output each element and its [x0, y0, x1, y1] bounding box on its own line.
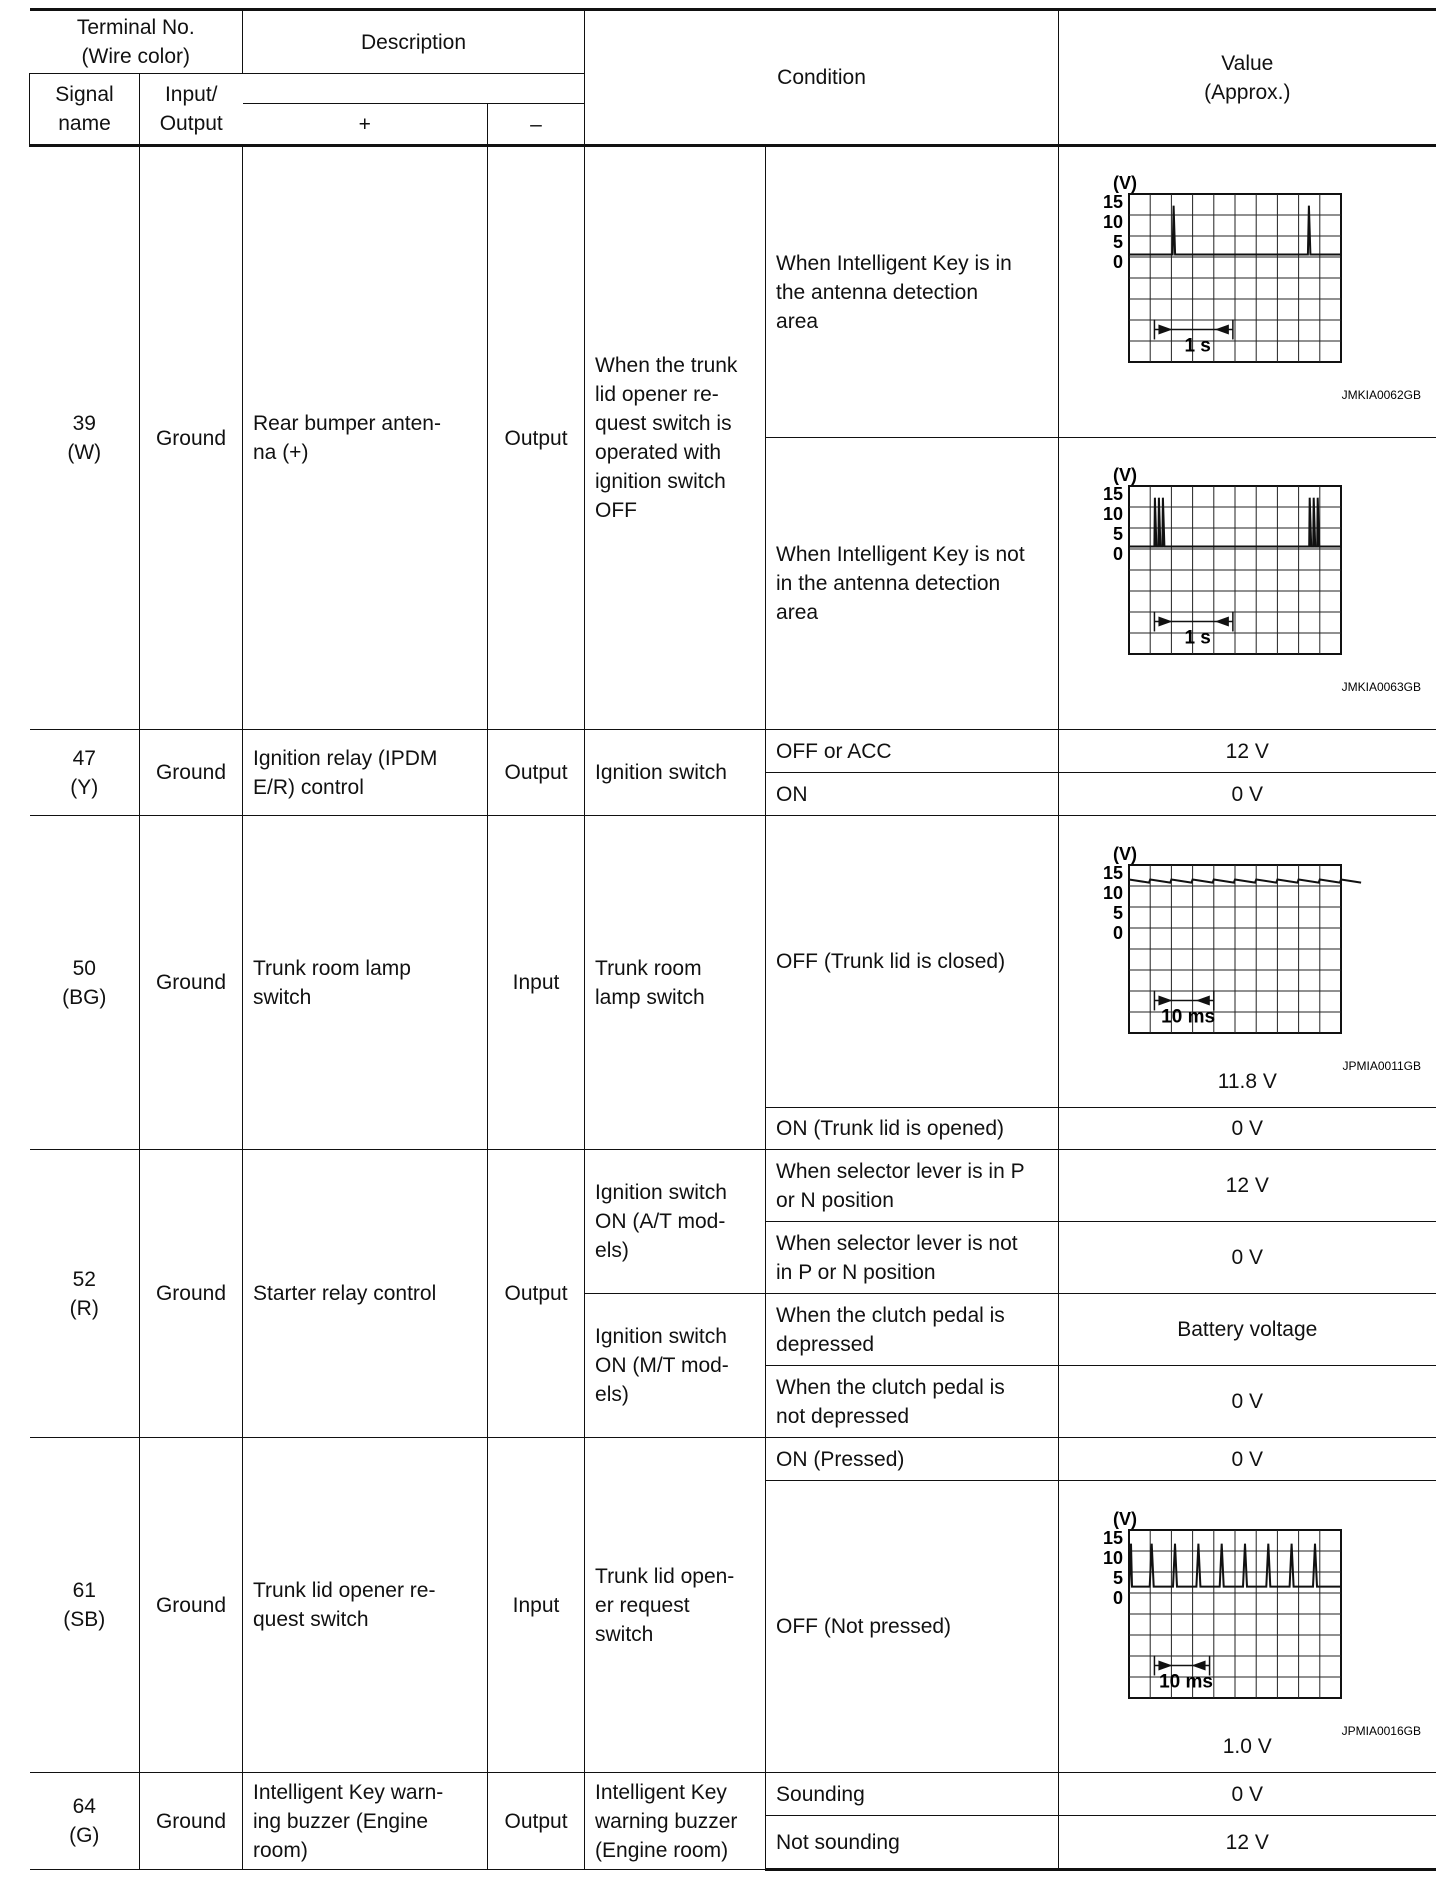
- signal-trunk-lid-opener-request: Trunk lid opener re- quest switch: [243, 1438, 488, 1773]
- terminal-39: 39 (W): [30, 146, 140, 730]
- scope-figure-code: JMKIA0063GB: [1341, 679, 1422, 694]
- scope-tick-10: 10: [1103, 883, 1124, 903]
- condition-52-lever-p-n: When selector lever is in P or N position: [766, 1150, 1059, 1222]
- io-39: Output: [488, 146, 585, 730]
- value-52-lever-p-n: 12 V: [1059, 1150, 1436, 1222]
- scope-unit: (V): [1113, 173, 1138, 193]
- condition-47: Ignition switch: [585, 730, 766, 816]
- condition-61-not-pressed: OFF (Not pressed): [766, 1481, 1059, 1773]
- scope-tick-15: 15: [1103, 483, 1124, 504]
- scope-tick-0: 0: [1113, 543, 1124, 564]
- signal-rear-bumper-antenna: Rear bumper anten- na (+): [243, 146, 488, 730]
- header-signal-name: Signal name: [30, 74, 140, 146]
- signal-starter-relay-control: Starter relay control: [243, 1150, 488, 1438]
- io-50: Input: [488, 816, 585, 1150]
- scope-tick-5: 5: [1113, 232, 1124, 252]
- value-47-on: 0 V: [1059, 773, 1436, 816]
- terminal-spec-document: [29, 8, 1436, 1871]
- header-plus: +: [243, 104, 488, 146]
- scope-time-label: 10 ms: [1161, 1006, 1216, 1028]
- value-47-off-acc: 12 V: [1059, 730, 1436, 773]
- scope-39-key-not-in-area: [1059, 438, 1436, 730]
- terminal-50-ground: Ground: [140, 816, 243, 1150]
- io-64: Output: [488, 1773, 585, 1870]
- scope-figure-code: JPMIA0011GB: [1342, 1059, 1422, 1073]
- scope-figure-code: JPMIA0016GB: [1341, 1724, 1422, 1738]
- value-50-lid-closed: 11.8 V: [1217, 1070, 1277, 1093]
- scope-tick-15: 15: [1103, 1528, 1124, 1548]
- value-52-clutch-depressed: Battery voltage: [1059, 1294, 1436, 1366]
- terminal-47-ground: Ground: [140, 730, 243, 816]
- header-input-output: Input/ Output: [140, 74, 243, 146]
- scope-tick-0: 0: [1113, 252, 1124, 272]
- io-61: Input: [488, 1438, 585, 1773]
- condition-52-clutch-depressed: When the clutch pedal is depressed: [766, 1294, 1059, 1366]
- scope-tick-10: 10: [1103, 212, 1124, 232]
- scope-tick-0: 0: [1113, 923, 1124, 943]
- scope-unit: (V): [1113, 1509, 1138, 1529]
- terminal-50: 50 (BG): [30, 816, 140, 1150]
- scope-tick-10: 10: [1103, 503, 1124, 524]
- signal-trunk-room-lamp-switch: Trunk room lamp switch: [243, 816, 488, 1150]
- terminal-39-ground: Ground: [140, 146, 243, 730]
- value-50-lid-opened: 0 V: [1059, 1108, 1436, 1150]
- condition-39: When the trunk lid opener re- quest switch is operated with ignition switch OFF: [585, 146, 766, 730]
- scope-time-label: 1 s: [1184, 335, 1211, 357]
- condition-50-lid-opened: ON (Trunk lid is opened): [766, 1108, 1059, 1150]
- condition-52-mt: Ignition switch ON (M/T mod- els): [585, 1294, 766, 1438]
- scope-trace: [1129, 880, 1361, 883]
- value-61-not-pressed: 1.0 V: [1222, 1735, 1272, 1758]
- scope-61-not-pressed: [1059, 1481, 1436, 1773]
- scope-tick-15: 15: [1103, 863, 1124, 883]
- terminal-61: 61 (SB): [30, 1438, 140, 1773]
- signal-ignition-relay: Ignition relay (IPDM E/R) control: [243, 730, 488, 816]
- value-64-sounding: 0 V: [1059, 1773, 1436, 1816]
- scope-tick-15: 15: [1103, 192, 1124, 212]
- header-terminal-no: Terminal No. (Wire color): [30, 10, 243, 74]
- condition-50: Trunk room lamp switch: [585, 816, 766, 1150]
- terminal-47: 47 (Y): [30, 730, 140, 816]
- condition-52-clutch-not-depressed: When the clutch pedal is not depressed: [766, 1366, 1059, 1438]
- io-52: Output: [488, 1150, 585, 1438]
- scope-unit: (V): [1113, 464, 1138, 485]
- header-description: Description: [243, 10, 585, 74]
- condition-47-on: ON: [766, 773, 1059, 816]
- value-61-pressed: 0 V: [1059, 1438, 1436, 1481]
- scope-unit: (V): [1113, 844, 1138, 864]
- scope-tick-5: 5: [1113, 523, 1124, 544]
- condition-64-sounding: Sounding: [766, 1773, 1059, 1816]
- signal-intelligent-key-buzzer: Intelligent Key warn- ing buzzer (Engine room): [243, 1773, 488, 1870]
- condition-61-pressed: ON (Pressed): [766, 1438, 1059, 1481]
- scope-tick-0: 0: [1113, 1588, 1124, 1608]
- value-52-lever-not-p-n: 0 V: [1059, 1222, 1436, 1294]
- terminal-64: 64 (G): [30, 1773, 140, 1870]
- condition-64: Intelligent Key warning buzzer (Engine room): [585, 1773, 766, 1870]
- scope-figure-code: JMKIA0062GB: [1341, 388, 1422, 402]
- terminal-52-ground: Ground: [140, 1150, 243, 1438]
- scope-50-lid-closed: [1059, 816, 1436, 1108]
- scope-time-label: 1 s: [1184, 626, 1211, 648]
- condition-39-key-in-area: When Intelligent Key is in the antenna detection area: [766, 146, 1059, 438]
- terminal-spec-table: [29, 8, 1436, 1871]
- io-47: Output: [488, 730, 585, 816]
- condition-64-not-sounding: Not sounding: [766, 1816, 1059, 1870]
- header-value: Value (Approx.): [1059, 10, 1436, 146]
- value-52-clutch-not-depressed: 0 V: [1059, 1366, 1436, 1438]
- scope-time-label: 10 ms: [1159, 1671, 1213, 1693]
- condition-61: Trunk lid open- er request switch: [585, 1438, 766, 1773]
- condition-52-at: Ignition switch ON (A/T mod- els): [585, 1150, 766, 1294]
- scope-tick-5: 5: [1113, 903, 1124, 923]
- scope-39-key-in-area: [1059, 146, 1436, 438]
- condition-52-lever-not-p-n: When selector lever is not in P or N position: [766, 1222, 1059, 1294]
- terminal-52: 52 (R): [30, 1150, 140, 1438]
- header-minus: –: [488, 104, 585, 146]
- condition-47-off-acc: OFF or ACC: [766, 730, 1059, 773]
- header-condition: Condition: [585, 10, 1059, 146]
- value-64-not-sounding: 12 V: [1059, 1816, 1436, 1870]
- scope-tick-5: 5: [1113, 1568, 1124, 1588]
- condition-39-key-not-in-area: When Intelligent Key is not in the antenna detection area: [766, 438, 1059, 730]
- condition-50-lid-closed: OFF (Trunk lid is closed): [766, 816, 1059, 1108]
- terminal-61-ground: Ground: [140, 1438, 243, 1773]
- scope-tick-10: 10: [1103, 1548, 1124, 1568]
- terminal-64-ground: Ground: [140, 1773, 243, 1870]
